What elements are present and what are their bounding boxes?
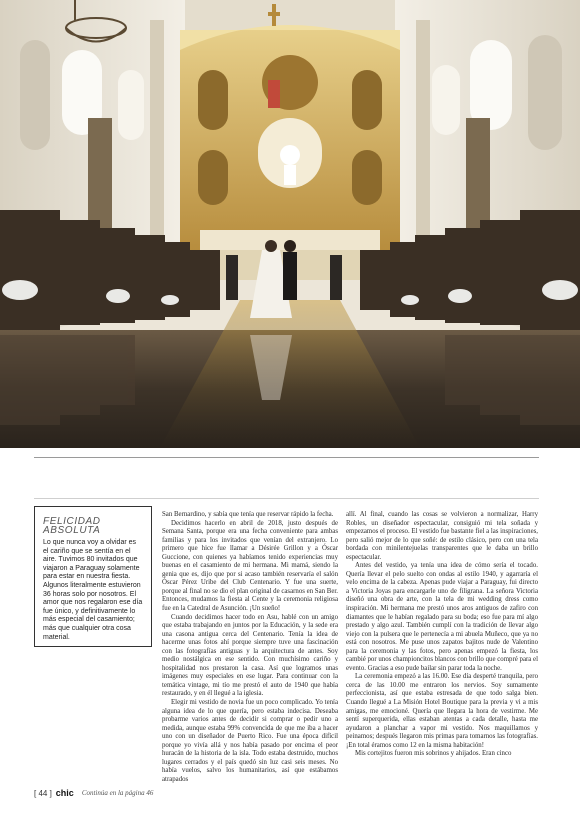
- paragraph: Elegir mi vestido de novia fue un poco complicado. Yo tenía alguna idea de lo que quería, pero estaba indecisa. Deseaba probarme varios antes de decidir si comprar o pedir uno a medida, aunque estaba 99% convencida de que me iba a hacer uno con un diseñador de Puerto Rico. Fue una época difícil porque yo vivía allá y nos había pasado por encima el peor huracán de la historia de la isla. Todo estaba destruido, muchos lugares cerrados y el país quedó sin luz casi seis meses. No había vuelos, salvo los humanitarios, así que estábamos atrapados: [162, 699, 338, 783]
- page-number: [ 44 ]: [34, 788, 52, 798]
- quote-box-title: [43, 517, 143, 535]
- quote-box-body: Lo que nunca voy a olvidar es el cariño que se sentía en el aire. Tuvimos 80 invitados que viajaron a Paraguay solamente para estar en nuestra fiesta. Algunos literalmente estuvieron 36 horas solo por nosotros. El amor que nos regalaron ese día fue único, y definitivamente lo más especial del casamiento; más que cualquier otra cosa material.: [43, 539, 143, 641]
- paragraph: La ceremonia empezó a las 16.00. Ese día desperté tranquila, pero cerca de las 10.00 me entraron los nervios. Soy sumamente perfeccionista, así que estaba estresada de que todo salga bien. Cuando llegué a La Misión Hotel Boutique para la previa y vi a mis amigas, me emocioné. Quería que llegara la hora de vestirme. Me sentí superquerida, ellas estaban atentas a cada detalle, hasta me ayudaron a planchar a vapor mi vestido. Nos maquillamos y peinamos; después llegaron mis primas para tomarnos las fotografías. ¡En total éramos como 12 en la misma habitación!: [346, 673, 538, 749]
- divider-line: [34, 498, 539, 499]
- page-footer: [34, 787, 153, 799]
- continuation-note: Continúa en la página 46: [81, 789, 154, 797]
- quote-box-title-line2: ABSOLUTA: [43, 525, 101, 536]
- paragraph: San Bernardino, y sabía que tenía que reservar rápido la fecha.: [162, 511, 334, 518]
- article-column-2: [346, 511, 538, 759]
- quote-box-title-line1: FELICIDAD: [43, 516, 101, 527]
- article-column-1: [162, 511, 338, 785]
- paragraph: Antes del vestido, ya tenía una idea de cómo sería el tocado. Quería llevar el pelo suelto con ondas al estilo 1940, y agarraría el velo encima de la cabeza. Apenas pude viajar a Paraguay, fui directo a Victoria Joyas para encargarle uno de filigrana. La señora Victoria diseñó una obra de arte, con la tela de mi wedding dress como inspiración. Mi hermana me prestó unos aros antiguos de zafiro con diamantes que le habían regalado para su boda; eso fue para mí algo prestado y algo azul. También cumplí con la tradición de llevar algo viejo con la pulsera que le pertenecía a mi abuela Muñeco, que ya no está con nosotros. Me puse unos zapatos bajitos nude de Valentino para la ceremonia y las fotos, pero apenas empezó la fiesta, los cambié por unos championcitos blancos con brillo que compré para el evento. Gracias a eso pude bailar sin parar toda la noche.: [346, 562, 538, 672]
- paragraph: Decidimos hacerlo en abril de 2018, justo después de Semana Santa, porque era una fecha conveniente para ambas familias y para los invitados que venían del extranjero. Lo primero que hice fue llamar a Désirée Grillon y a Óscar Guccione, con quienes ya habíamos tenido experiencias muy buenas en el casamiento de mi hermana. Mi mamá, siendo la genia que es, dijo que por si acaso también reservaría el salón Óscar Pérez Uribe del Club Centenario. Y fue una suerte, porque al final no se dio el plan original de casarnos en San Ber. Entonces, mudamos la fiesta al Cente y la ceremonia religiosa fue en la Catedral de Asunción. ¡Un sueño!: [162, 519, 338, 613]
- quote-box: [34, 506, 152, 647]
- paragraph: allí. Al final, cuando las cosas se volvieron a normalizar, Harry Robles, un diseñador espectacular, consiguió mi tela soñada y empezamos el proceso. El vestido fue bastante fiel a las inspiraciones, pero salió mejor de lo que soñé: de estilo clásico, pero con una tela bordada con minilentejuelas transparentes que le daba un brillo espectacular.: [346, 511, 538, 561]
- magazine-logo: chic: [55, 788, 74, 798]
- paragraph: Cuando decidimos hacer todo en Asu, hablé con un amigo que estaba trabajando en juntos por la Educación, y la sede era una casona antigua cerca del Centenario. Tenía la idea de hacerme unas fotos ahí porque siempre tuve una fascinación con las fotografías antiguas y la arquitectura de antes. Soy medio nostálgica en ese sentido. Con muchísimo cariño y hospitalidad nos prestaron la casa. Así que logramos unas imágenes muy especiales en ese lugar. Para continuar con la temática vintage, mi tío me prestó el auto de 1940 que había restaurado, y en él llegué a la iglesia.: [162, 613, 338, 698]
- paragraph: Mis cortejitos fueron mis sobrinos y ahijados. Eran cinco: [355, 750, 512, 758]
- divider-line: [34, 457, 539, 458]
